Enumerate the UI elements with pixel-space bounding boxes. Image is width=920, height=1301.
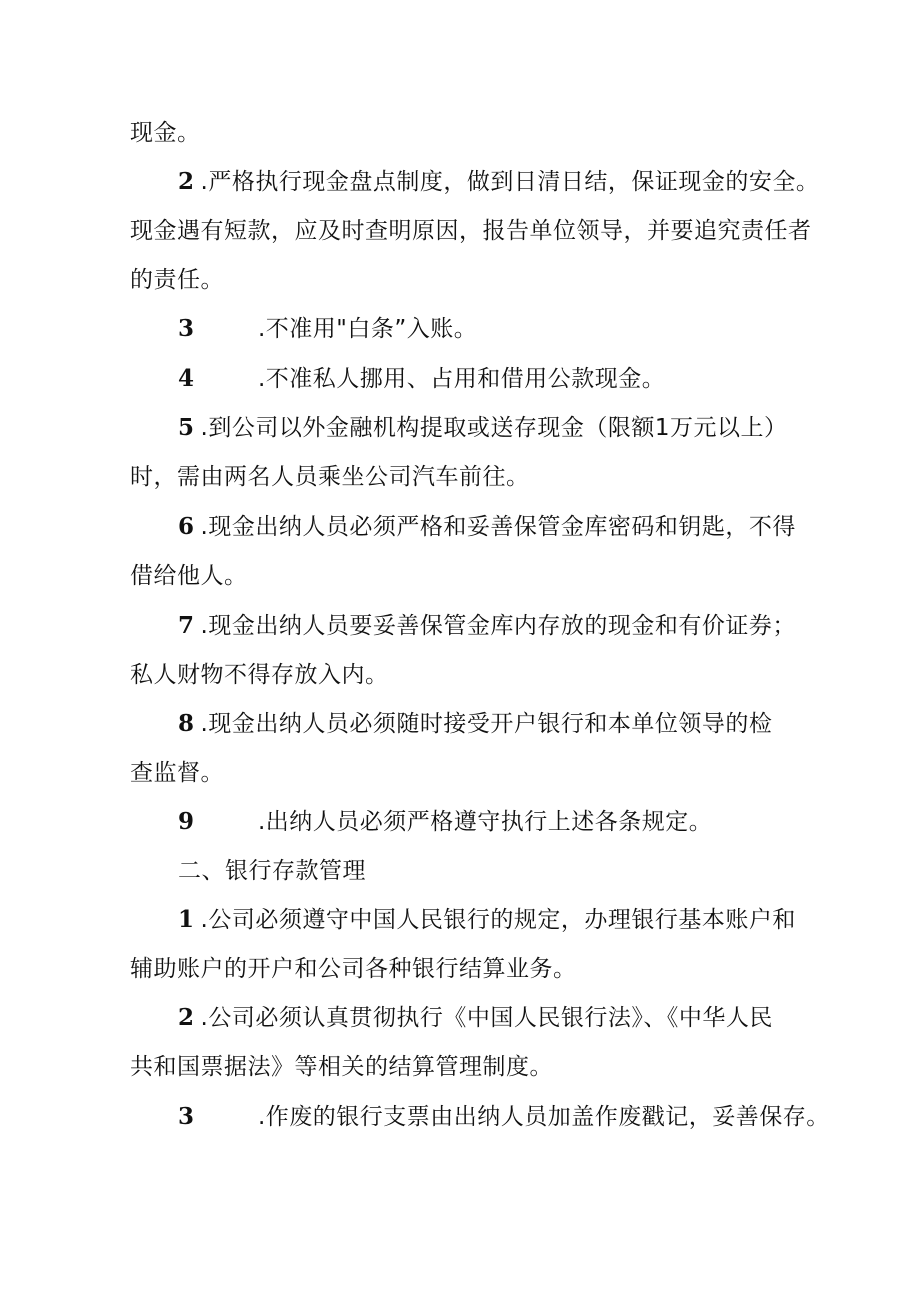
line-text: .现金出纳人员必须随时接受开户银行和本单位领导的检 [200, 711, 773, 737]
line-text: .现金出纳人员要妥善保管金库内存放的现金和有价证券； [200, 613, 796, 639]
paragraph-line [130, 265, 224, 295]
list-item-line [178, 167, 819, 197]
paragraph-line [130, 118, 201, 148]
item-number: 3 [178, 1103, 195, 1130]
line-text: .作废的银行支票由出纳人员加盖作废戳记，妥善保存。 [258, 1104, 830, 1130]
list-item-line [178, 1003, 773, 1033]
paragraph-line [130, 954, 577, 984]
item-number: 2 [178, 168, 195, 195]
item-number: 2 [178, 1004, 195, 1031]
line-text: .不准私人挪用、占用和借用公款现金。 [258, 366, 666, 392]
line-text: 查监督。 [130, 760, 224, 786]
line-text: .严格执行现金盘点制度，做到日清日结，保证现金的安全。 [200, 169, 820, 195]
line-text: 私人财物不得存放入内。 [130, 662, 389, 688]
paragraph-line [130, 561, 248, 591]
heading-text: 二、银行存款管理 [178, 858, 366, 884]
line-text: .现金出纳人员必须严格和妥善保管金库密码和钥匙，不得 [200, 514, 796, 540]
paragraph-line [130, 462, 530, 492]
list-item-line [178, 413, 787, 443]
paragraph-line [130, 216, 812, 246]
line-text: .公司必须遵守中国人民银行的规定，办理银行基本账户和 [200, 907, 796, 933]
paragraph-line [130, 758, 224, 788]
item-number: 8 [178, 710, 195, 737]
section-heading [178, 856, 366, 886]
line-text: .出纳人员必须严格遵守执行上述各条规定。 [258, 809, 713, 835]
item-number: 3 [178, 315, 195, 342]
list-item-line [178, 314, 477, 344]
line-text: .公司必须认真贯彻执行《中国人民银行法》、《中华人民 [200, 1005, 773, 1031]
list-item-line [178, 1102, 830, 1132]
line-text: 的责任。 [130, 267, 224, 293]
line-text: .到公司以外金融机构提取或送存现金（限额1万元以上） [200, 415, 788, 441]
line-text: 辅助账户的开户和公司各种银行结算业务。 [130, 956, 577, 982]
line-text: 时，需由两名人员乘坐公司汽车前往。 [130, 464, 530, 490]
paragraph-line [130, 1052, 553, 1082]
list-item-line [178, 709, 772, 739]
item-number: 9 [178, 808, 195, 835]
item-number: 6 [178, 513, 195, 540]
item-number: 7 [178, 612, 195, 639]
item-number: 1 [178, 906, 195, 933]
line-text: .不准用"白条”入账。 [258, 316, 478, 342]
paragraph-line [130, 660, 389, 690]
line-text: 现金遇有短款，应及时查明原因，报告单位领导，并要追究责任者 [130, 218, 812, 244]
line-text: 借给他人。 [130, 563, 248, 589]
list-item-line [178, 611, 796, 641]
line-text: 共和国票据法》等相关的结算管理制度。 [130, 1054, 553, 1080]
list-item-line [178, 364, 665, 394]
item-number: 4 [178, 365, 195, 392]
list-item-line [178, 807, 712, 837]
line-text: 现金。 [130, 120, 201, 146]
item-number: 5 [178, 414, 195, 441]
list-item-line [178, 905, 796, 935]
list-item-line [178, 512, 796, 542]
